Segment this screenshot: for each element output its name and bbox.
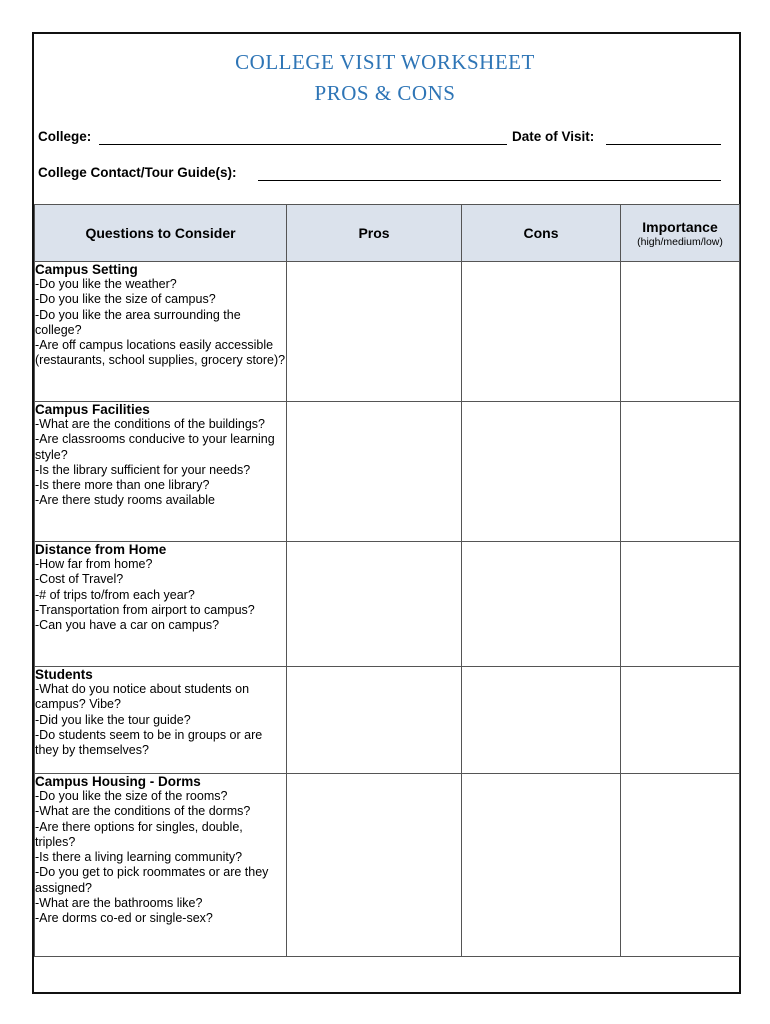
importance-header bbox=[621, 205, 740, 262]
worksheet-title: COLLEGE VISIT WORKSHEET bbox=[235, 50, 535, 74]
row-heading: Campus Facilities bbox=[35, 402, 150, 417]
question-cell bbox=[35, 262, 287, 402]
question-line: -Is the library sufficient for your needs? bbox=[35, 462, 251, 477]
question-line: -What are the conditions of the dorms? bbox=[35, 804, 251, 819]
cons-cell[interactable] bbox=[462, 402, 621, 542]
cons-cell[interactable] bbox=[462, 262, 621, 402]
importance-cell[interactable] bbox=[621, 262, 740, 402]
college-field[interactable] bbox=[99, 144, 507, 145]
pros-cell[interactable] bbox=[287, 667, 462, 774]
pros-cell[interactable] bbox=[287, 262, 462, 402]
importance-cell[interactable] bbox=[621, 542, 740, 667]
row-heading: Students bbox=[35, 667, 93, 682]
question-line: -Are there options for singles, double, triples? bbox=[35, 819, 243, 849]
question-line: -Are classrooms conducive to your learning style? bbox=[35, 432, 275, 462]
question-line: -# of trips to/from each year? bbox=[35, 587, 195, 602]
row-heading: Distance from Home bbox=[35, 542, 167, 557]
table-row bbox=[35, 542, 740, 667]
cons-header: Cons bbox=[462, 205, 621, 262]
contact-field[interactable] bbox=[258, 180, 721, 181]
question-line: -Can you have a car on campus? bbox=[35, 618, 220, 633]
importance-label: Importance bbox=[642, 218, 718, 235]
pros-header: Pros bbox=[287, 205, 462, 262]
table-row bbox=[35, 262, 740, 402]
pros-cell[interactable] bbox=[287, 402, 462, 542]
cons-cell[interactable] bbox=[462, 774, 621, 957]
importance-cell[interactable] bbox=[621, 402, 740, 542]
questions-header: Questions to Consider bbox=[35, 205, 287, 262]
question-line: -What are the conditions of the buildings? bbox=[35, 417, 265, 431]
table-row bbox=[35, 402, 740, 542]
contact-label: College Contact/Tour Guide(s): bbox=[38, 165, 237, 180]
importance-cell[interactable] bbox=[621, 667, 740, 774]
row-heading: Campus Housing - Dorms bbox=[35, 774, 201, 789]
question-line: -Do you like the area surrounding the college? bbox=[35, 307, 241, 337]
date-of-visit-label: Date of Visit: bbox=[512, 129, 595, 144]
question-line: -How far from home? bbox=[35, 557, 153, 571]
question-line: -Do you get to pick roommates or are they assigned? bbox=[35, 865, 269, 895]
question-line: -Do students seem to be in groups or are they by themselves? bbox=[35, 727, 263, 758]
question-line: -Transportation from airport to campus? bbox=[35, 602, 255, 617]
college-label: College: bbox=[38, 129, 92, 144]
question-cell bbox=[35, 667, 287, 774]
table-row bbox=[35, 667, 740, 774]
question-cell bbox=[35, 542, 287, 667]
importance-sublabel: (high/medium/low) bbox=[637, 235, 723, 248]
cons-cell[interactable] bbox=[462, 667, 621, 774]
question-line: -Do you like the size of the rooms? bbox=[35, 789, 228, 803]
pros-cell[interactable] bbox=[287, 542, 462, 667]
question-line: -Do you like the weather? bbox=[35, 277, 177, 291]
question-line: -Are off campus locations easily accessible (restaurants, school supplies, grocery store)? bbox=[35, 338, 286, 368]
worksheet-subtitle: PROS & CONS bbox=[314, 81, 456, 105]
worksheet-table bbox=[34, 204, 740, 957]
row-heading: Campus Setting bbox=[35, 262, 138, 277]
question-line: -Cost of Travel? bbox=[35, 572, 124, 587]
question-line: -Is there more than one library? bbox=[35, 478, 210, 493]
question-line: -What do you notice about students on campus? Vibe? bbox=[35, 682, 250, 712]
importance-cell[interactable] bbox=[621, 774, 740, 957]
question-line: -What are the bathrooms like? bbox=[35, 896, 203, 911]
pros-cell[interactable] bbox=[287, 774, 462, 957]
question-cell bbox=[35, 774, 287, 957]
question-line: -Do you like the size of campus? bbox=[35, 292, 216, 307]
question-line: -Are there study rooms available bbox=[35, 493, 215, 508]
question-cell bbox=[35, 402, 287, 542]
date-of-visit-field[interactable] bbox=[606, 144, 721, 145]
table-header-row bbox=[35, 205, 740, 262]
question-line: -Did you like the tour guide? bbox=[35, 712, 191, 727]
question-line: -Is there a living learning community? bbox=[35, 850, 243, 865]
question-line: -Are dorms co-ed or single-sex? bbox=[35, 911, 213, 926]
table-row bbox=[35, 774, 740, 957]
cons-cell[interactable] bbox=[462, 542, 621, 667]
